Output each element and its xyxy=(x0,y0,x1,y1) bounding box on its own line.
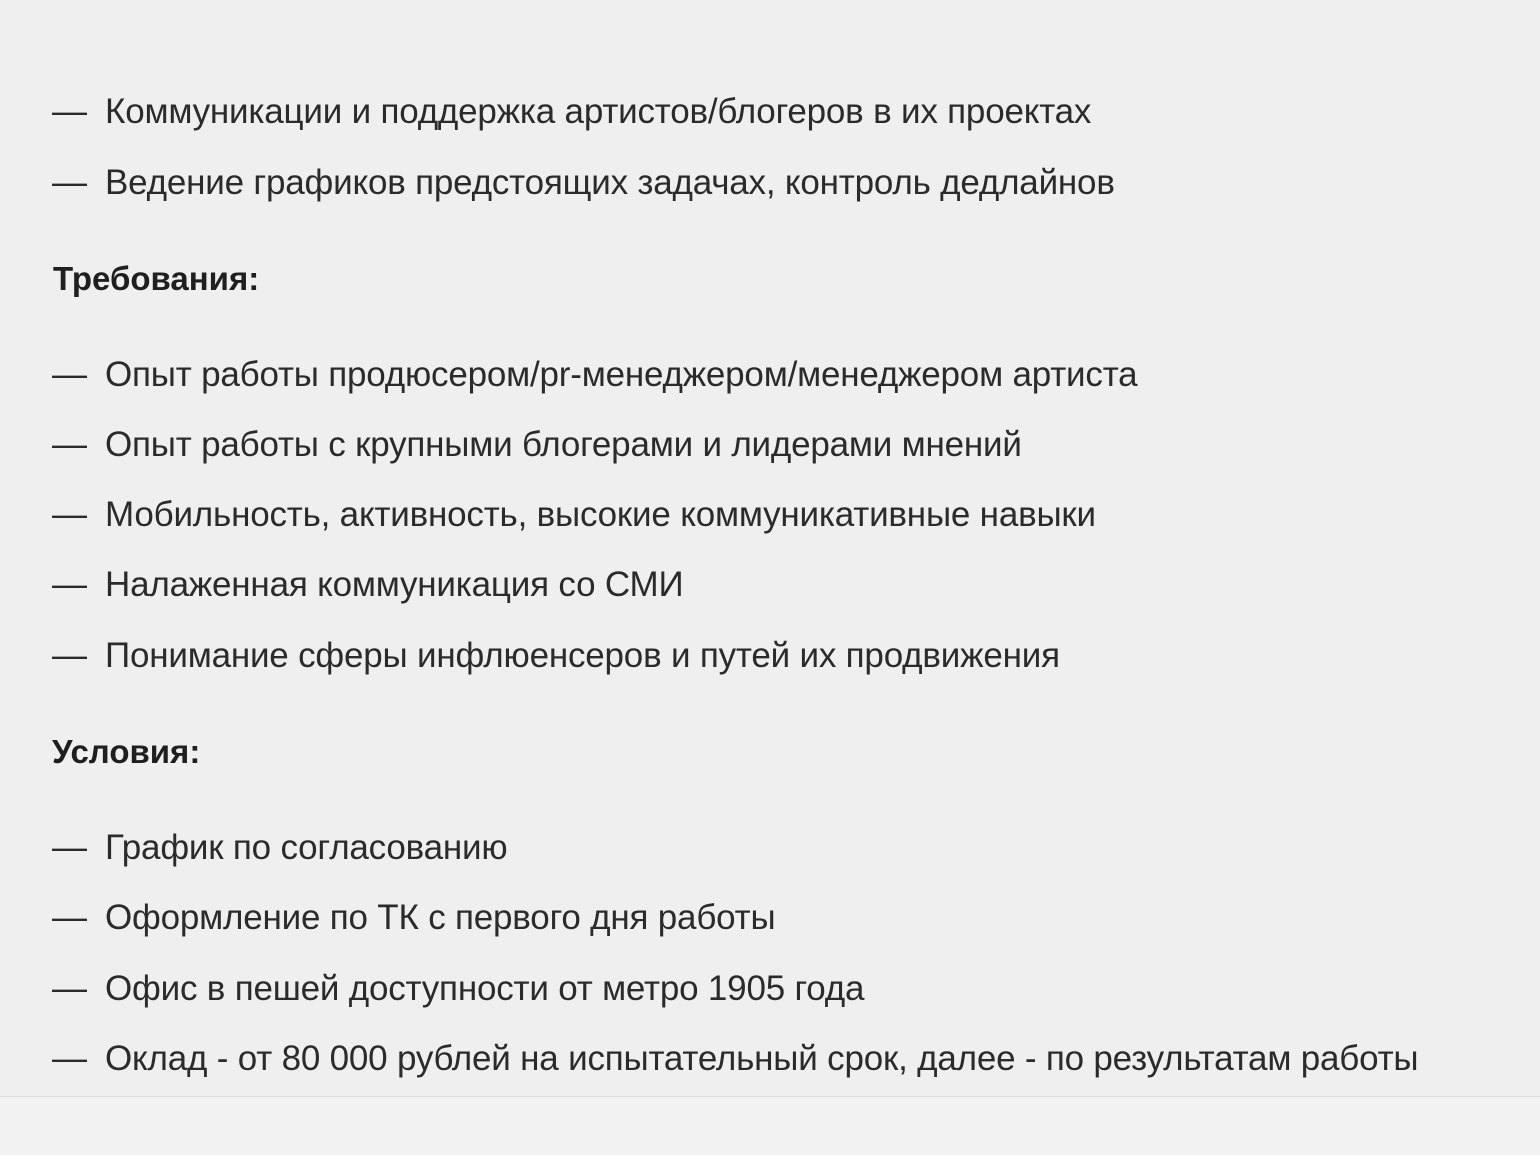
requirement-text: Понимание сферы инфлюенсеров и путей их продвижения xyxy=(105,636,1060,675)
footer-area xyxy=(0,1097,1540,1155)
requirement-text: Опыт работы продюсером/pr-менеджером/менеджером артиста xyxy=(105,355,1138,394)
dash-bullet: — xyxy=(52,355,87,394)
requirement-text: Опыт работы с крупными блогерами и лидерами мнений xyxy=(105,425,1022,464)
condition-item xyxy=(52,828,507,868)
dash-bullet: — xyxy=(52,495,87,534)
conditions-heading: Условия: xyxy=(52,733,201,770)
dash-bullet: — xyxy=(52,92,87,131)
condition-item xyxy=(52,969,864,1009)
responsibility-item xyxy=(52,163,1115,203)
requirement-item xyxy=(52,355,1137,395)
dash-bullet: — xyxy=(52,636,87,675)
condition-text: График по согласованию xyxy=(105,828,508,867)
dash-bullet: — xyxy=(52,1039,87,1078)
requirement-text: Налаженная коммуникация со СМИ xyxy=(105,565,684,604)
responsibility-text: Коммуникации и поддержка артистов/блогеров в их проектах xyxy=(105,92,1092,131)
dash-bullet: — xyxy=(52,565,87,604)
responsibility-item xyxy=(52,92,1091,132)
dash-bullet: — xyxy=(52,425,87,464)
condition-text: Офис в пешей доступности от метро 1905 года xyxy=(105,969,865,1008)
dash-bullet: — xyxy=(52,898,87,937)
requirement-item xyxy=(52,565,683,605)
requirement-text: Мобильность, активность, высокие коммуникативные навыки xyxy=(105,495,1096,534)
condition-text: Оклад - от 80 000 рублей на испытательный срок, далее - по результатам работы xyxy=(105,1039,1419,1078)
dash-bullet: — xyxy=(52,828,87,867)
requirements-heading: Требования: xyxy=(53,260,260,297)
condition-item xyxy=(52,1039,1418,1079)
condition-item xyxy=(52,898,775,938)
dash-bullet: — xyxy=(52,163,87,202)
condition-text: Оформление по ТК с первого дня работы xyxy=(105,898,776,937)
requirement-item xyxy=(52,636,1060,676)
requirement-item xyxy=(52,425,1022,465)
requirement-item xyxy=(52,495,1096,535)
responsibility-text: Ведение графиков предстоящих задачах, контроль дедлайнов xyxy=(105,163,1115,202)
dash-bullet: — xyxy=(52,969,87,1008)
